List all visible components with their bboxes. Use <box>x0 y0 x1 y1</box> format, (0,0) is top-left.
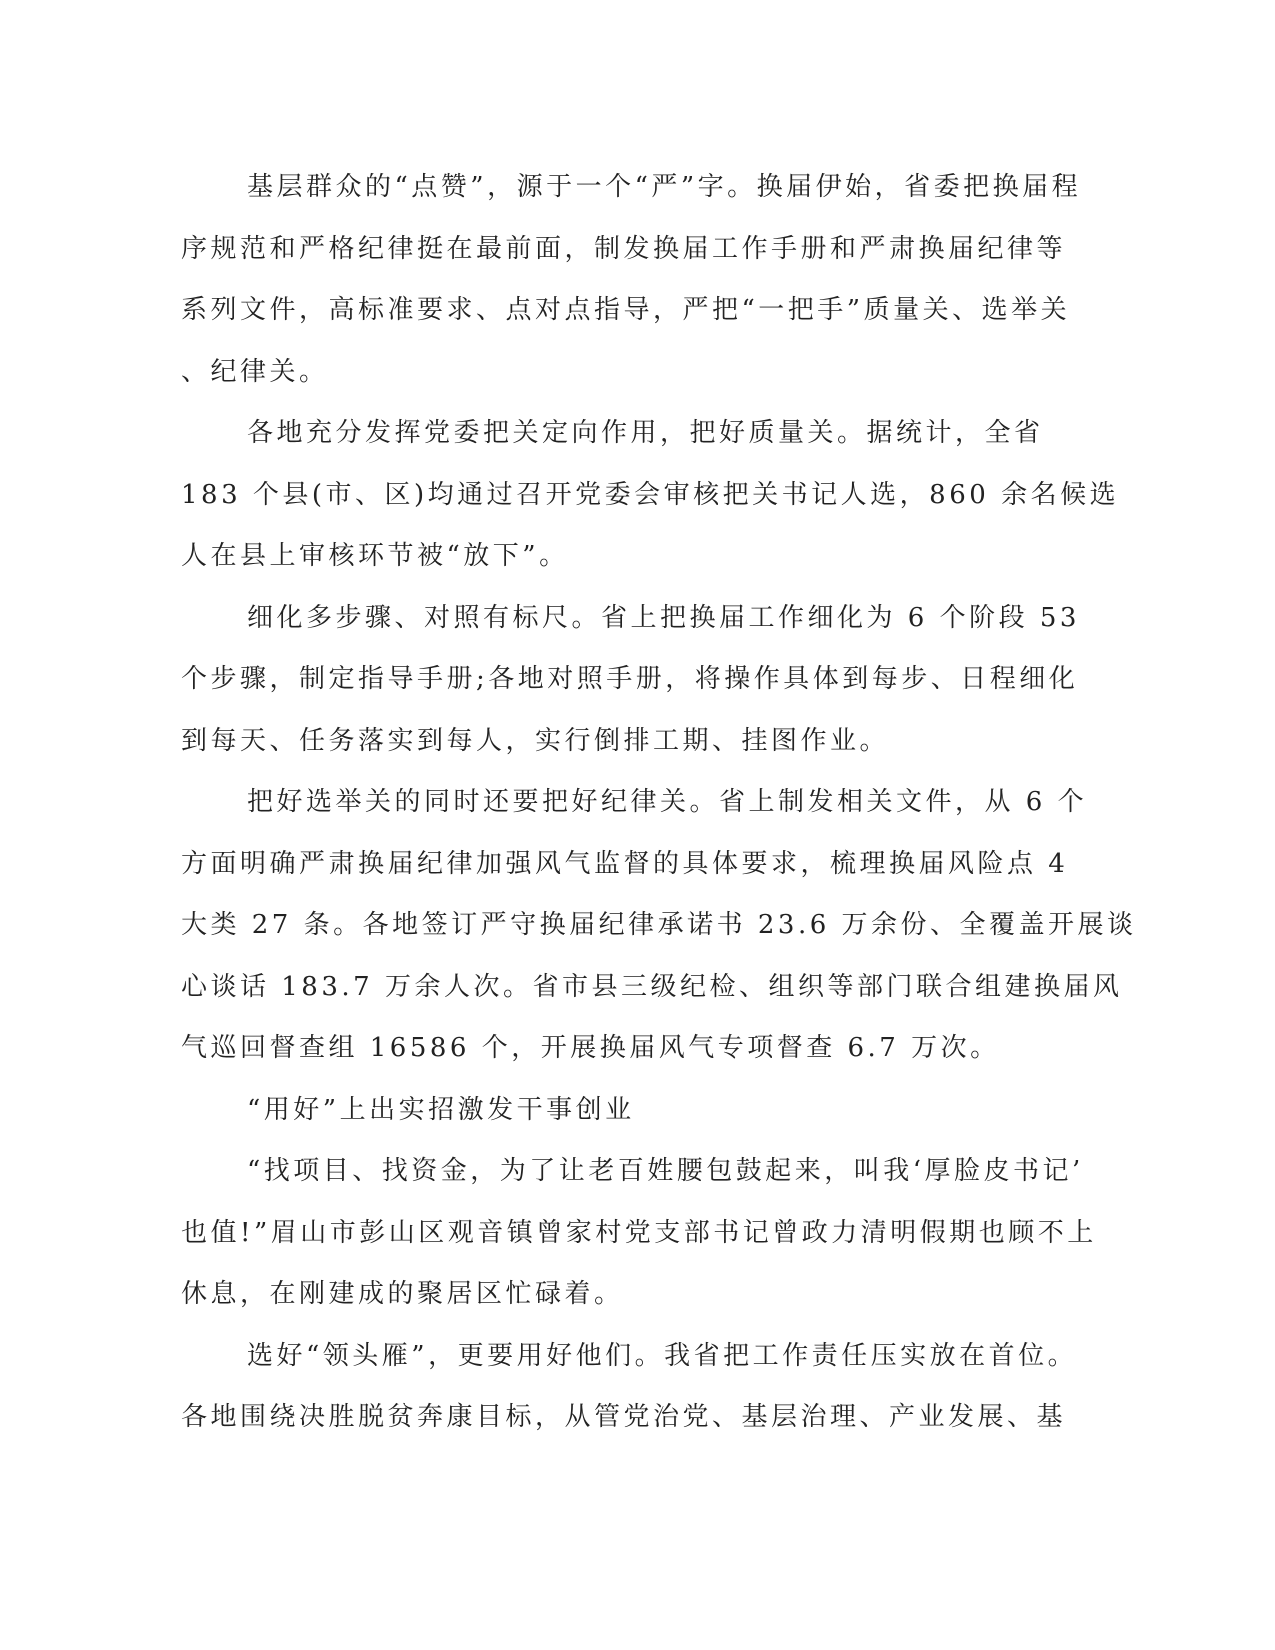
paragraph-1 <box>181 157 1082 403</box>
document-body <box>181 157 1137 1449</box>
text-line: 方面明确严肃换届纪律加强风气监督的具体要求，梳理换届风险点 4 <box>181 848 1069 879</box>
text-line: 183 个县(市、区)均通过召开党委会审核把关书记人选，860 余名候选 <box>181 479 1120 510</box>
section-heading <box>181 1080 1036 1142</box>
text-line: 休息，在刚建成的聚居区忙碌着。 <box>181 1279 624 1309</box>
text-line: 选好“领头雁”，更要用好他们。我省把工作责任压实放在首位。 <box>247 1340 1078 1371</box>
text-line: 序规范和严格纪律挺在最前面，制发换届工作手册和严肃换届纪律等 <box>181 233 1067 264</box>
text-line: “找项目、找资金，为了让老百姓腰包鼓起来，叫我‘厚脸皮书记’ <box>247 1156 1084 1186</box>
text-line: 也值!”眉山市彭山区观音镇曾家村党支部书记曾政力清明假期也顾不上 <box>181 1217 1097 1248</box>
text-line: 系列文件，高标准要求、点对点指导，严把“一把手”质量关、选举关 <box>181 295 1071 325</box>
text-line: 、纪律关。 <box>181 356 329 387</box>
text-line: 到每天、任务落实到每人，实行倒排工期、挂图作业。 <box>181 725 890 756</box>
paragraph-2 <box>181 403 1120 588</box>
paragraph-6 <box>181 1326 1078 1449</box>
text-line: 个步骤，制定指导手册;各地对照手册，将操作具体到每步、日程细化 <box>181 664 1079 694</box>
text-line: 气巡回督查组 16586 个，开展换届风气专项督查 6.7 万次。 <box>181 1033 1000 1063</box>
text-line: 心谈话 183.7 万余人次。省市县三级纪检、组织等部门联合组建换届风 <box>181 971 1123 1002</box>
text-line: 细化多步骤、对照有标尺。省上把换届工作细化为 6 个阶段 53 <box>247 602 1080 633</box>
text-line: “用好”上出实招激发干事创业 <box>247 1094 635 1125</box>
paragraph-3 <box>181 588 1080 773</box>
text-line: 基层群众的“点赞”，源于一个“严”字。换届伊始，省委把换届程 <box>247 172 1082 202</box>
paragraph-5 <box>181 1141 1097 1326</box>
text-line: 各地围绕决胜脱贫奔康目标，从管党治党、基层治理、产业发展、基 <box>181 1402 1067 1432</box>
text-line: 人在县上审核环节被“放下”。 <box>181 541 569 571</box>
text-line: 把好选举关的同时还要把好纪律关。省上制发相关文件，从 6 个 <box>247 787 1088 817</box>
text-line: 大类 27 条。各地签订严守换届纪律承诺书 23.6 万余份、全覆盖开展谈 <box>181 910 1137 940</box>
text-line: 各地充分发挥党委把关定向作用，把好质量关。据统计，全省 <box>247 418 1044 448</box>
paragraph-4 <box>181 772 1137 1080</box>
